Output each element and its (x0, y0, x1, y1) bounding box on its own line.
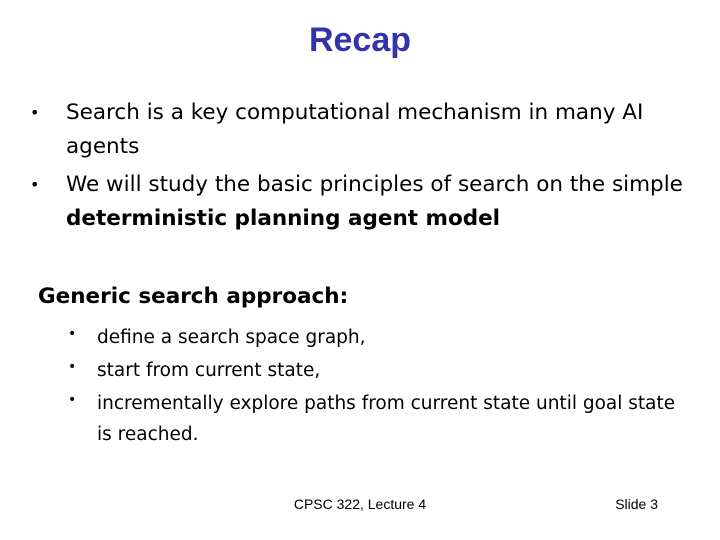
bullet-marker: • (30, 103, 40, 122)
bullet-marker: • (30, 175, 40, 194)
sub-bullet-text: start from current state, (97, 360, 321, 381)
sub-bullet-list (68, 322, 688, 452)
bullet-item (30, 96, 700, 164)
bullet-bold-text: deterministic planning agent model (66, 206, 501, 231)
footer-slide-number: Slide 3 (615, 496, 658, 512)
bullet-text: We will study the basic principles of search on the simple (66, 172, 683, 197)
bullet-text: Search is a key computational mechanism in many AI agents (66, 100, 644, 159)
sub-bullet-item (68, 355, 688, 386)
sub-bullet-marker: • (68, 392, 77, 408)
sub-bullet-item (68, 388, 688, 450)
bullet-item (30, 168, 700, 236)
sub-bullet-marker: • (68, 359, 77, 375)
sub-bullet-text: incrementally explore paths from current state until goal state is reached. (97, 393, 676, 445)
bullet-list (30, 96, 700, 240)
sub-bullet-item (68, 322, 688, 353)
sub-bullet-text: define a search space graph, (97, 327, 366, 348)
slide-title: Recap (308, 21, 412, 59)
footer-lecture: CPSC 322, Lecture 4 (293, 496, 427, 512)
section-heading: Generic search approach: (38, 284, 349, 309)
sub-bullet-marker: • (68, 326, 77, 342)
